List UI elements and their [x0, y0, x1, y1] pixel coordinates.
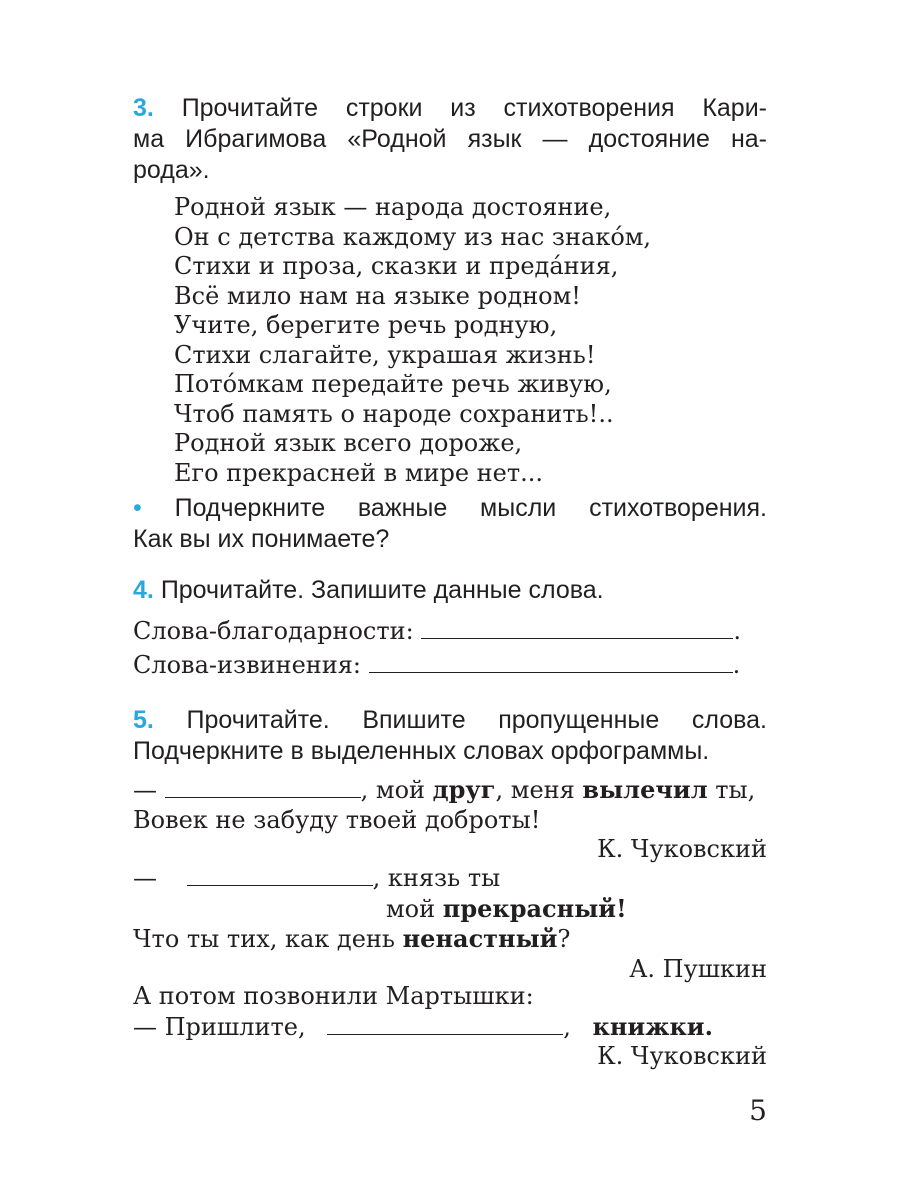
quote1-line1: — , мой друг, меня вылечил ты,: [133, 775, 756, 804]
task-number: 3.: [133, 94, 154, 122]
quote1-author: К. Чуковский: [597, 835, 767, 863]
bullet-icon: •: [133, 494, 142, 522]
task-number: 4.: [133, 576, 154, 604]
poem-line: Пото́мкам передайте речь живую,: [174, 370, 612, 398]
task3-line2: ма Ибрагимова «Родной язык — достояние на-: [133, 125, 767, 153]
poem-line: Всё мило нам на языке родном!: [174, 281, 581, 310]
thanks-label: Слова-благодарности:: [133, 617, 414, 645]
page-number: 5: [749, 1094, 767, 1127]
thanks-answer-line[interactable]: [421, 618, 733, 639]
poem-line: Чтоб память о народе сохранить!..: [174, 399, 614, 428]
apology-answer-line[interactable]: [369, 652, 733, 673]
apology-label: Слова-извинения:: [133, 651, 361, 679]
quote2-line2: мой прекрасный!: [386, 893, 627, 923]
thanks-row: Слова-благодарности: .: [133, 617, 741, 645]
poem: [174, 193, 651, 488]
task3-line3: рода».: [133, 156, 210, 184]
quote2-line1: — , князь ты: [133, 864, 501, 892]
task4-intro: 4. Прочитайте. Запишите данные слова.: [133, 576, 604, 604]
apology-row: Слова-извинения: .: [133, 651, 741, 679]
quote2: [133, 864, 767, 984]
quote2-author: А. Пушкин: [629, 954, 767, 983]
quote2-line3: Что ты тих, как день ненастный?: [133, 924, 571, 953]
quote3-author: К. Чуковский: [597, 1042, 767, 1070]
quote3: [133, 982, 767, 1072]
poem-line: Стихи и проза, сказки и преда́ния,: [174, 252, 619, 280]
quote3-blank[interactable]: [327, 1014, 563, 1035]
quote2-blank[interactable]: [187, 865, 373, 886]
quote1: [133, 775, 767, 865]
poem-line: Он с детства каждому из нас знако́м,: [174, 222, 652, 251]
question-line2: Как вы их понимаете?: [133, 525, 390, 553]
quote1-blank[interactable]: [165, 777, 361, 798]
poem-line: Его прекрасней в мире нет...: [174, 458, 544, 487]
poem-line: Родной язык — народа достояние,: [174, 193, 612, 221]
question-line1: • Подчеркните важные мысли стихотворения.: [133, 494, 767, 522]
quote3-line1: А потом позвонили Мартышки:: [133, 982, 534, 1010]
task-number: 5.: [133, 706, 154, 734]
quote1-line2: Вовек не забуду твоей доброты!: [133, 805, 541, 834]
poem-line: Учите, берегите речь родную,: [174, 311, 558, 339]
task5-line1: 5. Прочитайте. Впишите пропущенные слова.: [133, 706, 767, 734]
task3-intro: [133, 93, 767, 186]
quote3-line2: — Пришлите, , книжки.: [133, 1011, 713, 1041]
poem-line: Стихи слагайте, украшая жизнь!: [174, 340, 596, 369]
poem-line: Родной язык всего дороже,: [174, 429, 523, 457]
task3-question: [133, 493, 767, 555]
task5-line2: Подчеркните в выделенных словах орфограммы.: [133, 737, 710, 765]
task5-intro: [133, 705, 767, 767]
task3-line1: 3. Прочитайте строки из стихотворения Кари-: [133, 94, 767, 122]
